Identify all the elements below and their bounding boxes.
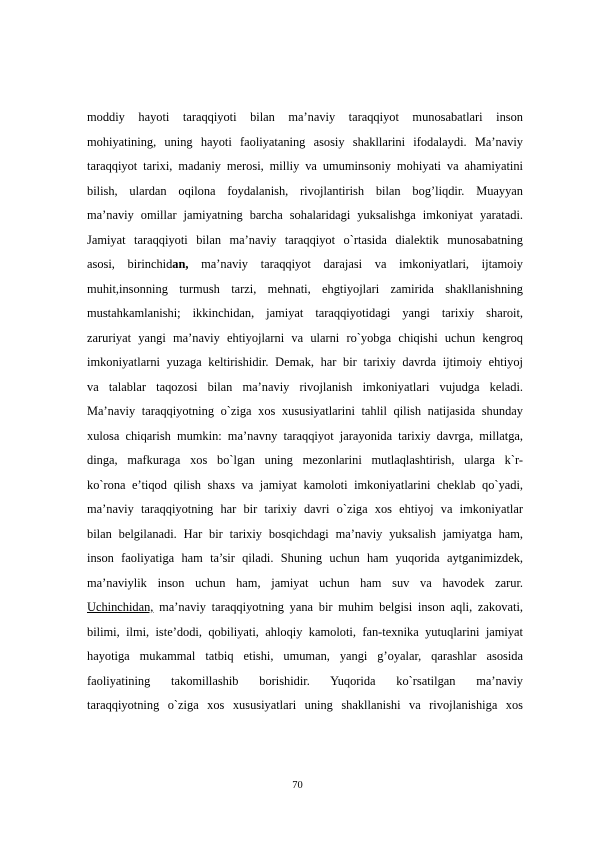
text-line: [87, 693, 523, 718]
text-segment: asosi, birinchid: [87, 257, 173, 271]
text-segment: bilimi, ilmi, iste’dodi, qobiliyati, ahloqiy kamoloti, fan-texnika yutuqlarini jamiyat: [87, 624, 523, 639]
text-segment: Jamiyat taraqqiyoti bilan ma’naviy taraqqiyot o`rtasida dialektik munosabatning: [87, 232, 523, 247]
text-segment: ma’naviy taraqqiyotning har bir tarixiy davri o`ziga xos ehtiyoj va imkoniyatlar: [87, 502, 523, 516]
page-number: 70: [292, 780, 303, 791]
text-line: [87, 424, 523, 449]
underlined-word: Uchinchidan,: [87, 600, 154, 614]
body-text: [87, 105, 523, 718]
text-segment: xulosa chiqarish mumkin: ma’navny taraqqiyot jarayonida tarixiy davrga, millatga,: [87, 428, 523, 443]
text-line: [87, 571, 523, 596]
text-line: [87, 546, 523, 571]
text-segment: taraqqiyot tarixi, madaniy merosi, milliy va umuminsoniy mohiyati va ahamiyatini: [87, 159, 523, 173]
text-line: [87, 130, 523, 155]
text-segment: hayotiga mukammal tatbiq etishi, umuman, yangi g’oyalar, qarashlar asosida: [87, 649, 523, 663]
text-segment: ko`rona e’tiqod qilish shaxs va jamiyat kamoloti imkoniyatlarini cheklab qo`yadi,: [87, 477, 523, 492]
text-segment: mohiyatining, uning hayoti faoliyataning asosiy shakllarini ifodalaydi. Ma’naviy: [87, 134, 523, 149]
text-segment: ma’naviylik inson uchun ham, jamiyat uchun ham suv va havodek zarur.: [87, 575, 523, 590]
text-line: [87, 350, 523, 375]
text-line: [87, 497, 523, 522]
text-segment: va talablar taqozosi bilan ma’naviy rivojlanish imkoniyatlari vujudga keladi.: [87, 379, 523, 394]
text-segment: zaruriyat yangi ma’naviy ehtiyojlarni va ularni ro`yobga chiqishi uchun kengroq: [87, 330, 523, 345]
text-line: [87, 473, 523, 498]
text-line: [87, 179, 523, 204]
text-line: [87, 595, 523, 620]
text-segment: Ma’naviy taraqqiyotning o`ziga xos xususiyatlarini tahlil qilish natijasida shunday: [87, 404, 523, 418]
text-line: [87, 522, 523, 547]
text-line: [87, 448, 523, 473]
text-segment: imkoniyatlarni yuzaga keltirishidir. Demak, har bir tarixiy davrda ijtimoiy ehtiyoj: [87, 355, 523, 369]
text-segment: ma’naviy omillar jamiyatning barcha sohalaridagi yuksalishga imkoniyat yaratadi.: [87, 208, 523, 222]
text-line: [87, 375, 523, 400]
text-segment: inson faoliyatiga ham ta’sir qiladi. Shuning uchun ham yuqorida aytganimizdek,: [87, 551, 523, 565]
text-line: [87, 644, 523, 669]
text-segment: bilish, ulardan oqilona foydalanish, rivojlantirish bilan bog’liqdir. Muayyan: [87, 183, 523, 198]
text-segment: bilan belgilanadi. Har bir tarixiy bosqichdagi ma’naviy yuksalish jamiyatga ham,: [87, 526, 523, 541]
text-line: [87, 154, 523, 179]
text-segment: ma’naviy taraqqiyot darajasi va imkoniyatlari, ijtamoiy: [188, 257, 523, 271]
text-segment: taraqqiyotning o`ziga xos xususiyatlari uning shakllanishi va rivojlanishiga xos: [87, 698, 523, 712]
text-line: [87, 252, 523, 277]
text-segment: dinga, mafkuraga xos bo`lgan uning mezonlarini mutlaqlashtirish, ularga k`r-: [87, 453, 523, 467]
text-line: [87, 399, 523, 424]
text-line: [87, 669, 523, 694]
bold-fragment: an,: [172, 257, 189, 271]
text-segment: faoliyatining takomillashib borishidir. Yuqorida ko`rsatilgan ma’naviy: [87, 673, 523, 688]
text-line: [87, 326, 523, 351]
text-line: [87, 228, 523, 253]
text-line: [87, 620, 523, 645]
text-line: [87, 301, 523, 326]
text-line: [87, 105, 523, 130]
text-segment: muhit,insonning turmush tarzi, mehnati, ehgtiyojlari zamirida shakllanishning: [87, 281, 523, 296]
text-segment: mustahkamlanishi; ikkinchidan, jamiyat taraqqiyotidagi yangi tarixiy sharoit,: [87, 306, 523, 320]
text-line: [87, 203, 523, 228]
text-line: [87, 277, 523, 302]
text-segment: moddiy hayoti taraqqiyoti bilan ma’naviy taraqqiyot munosabatlari inson: [87, 110, 523, 124]
text-segment: ma’naviy taraqqiyotning yana bir muhim belgisi inson aqli, zakovati,: [153, 600, 523, 614]
